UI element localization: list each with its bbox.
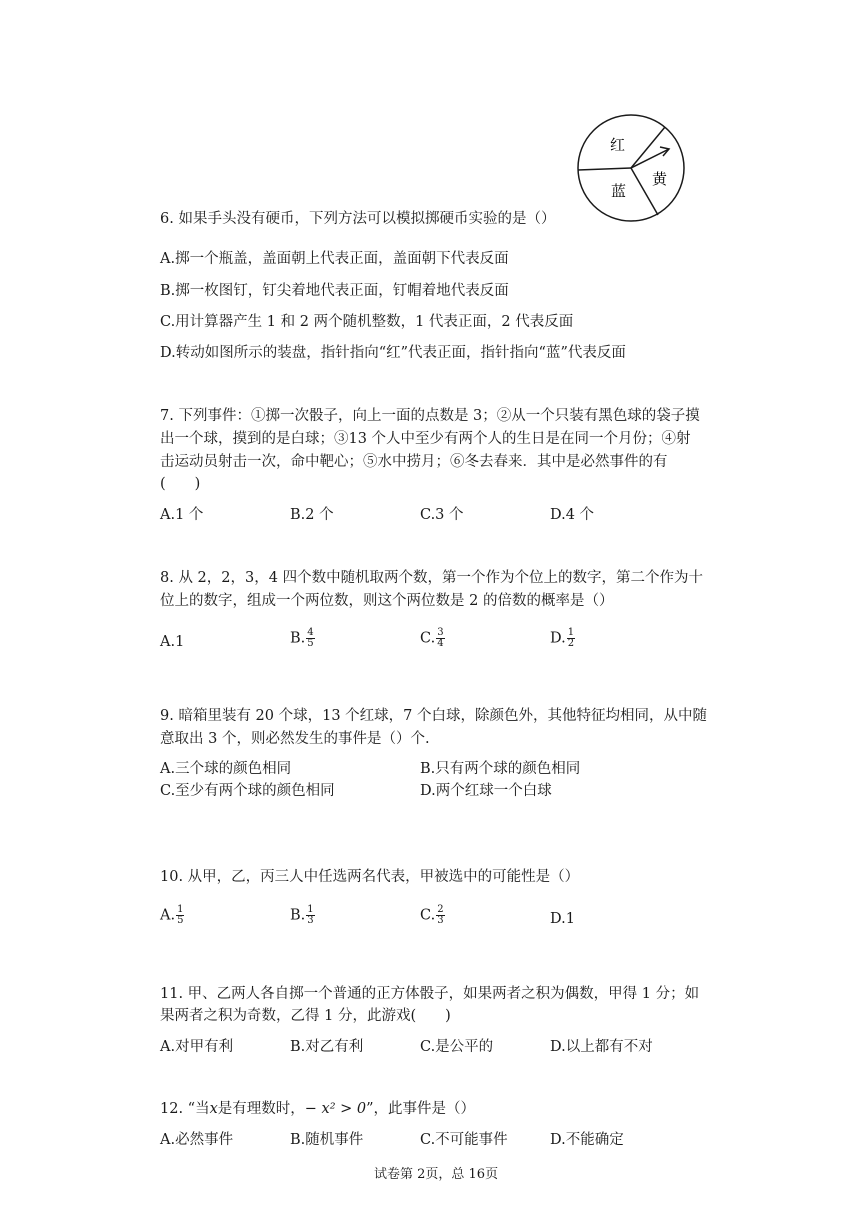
q8-option-c-fraction: [436, 628, 444, 649]
spinner-divider-left: [578, 168, 631, 170]
denominator: 5: [307, 638, 314, 649]
q6-option-d: D.转动如图所示的装盘，指针指向“红”代表正面，指针指向“蓝”代表反面: [160, 345, 626, 361]
spinner-pointer: [631, 149, 669, 168]
q7-line-1: 7. 下列事件：①掷一次骰子，向上一面的点数是 3；②从一个只装有黑色球的袋子摸: [160, 408, 700, 424]
q11-line-2: 果两者之积为奇数，乙得 1 分，此游戏( ): [160, 1008, 451, 1024]
q7-line-2: 出一个球，摸到的是白球；③13 个人中至少有两个人的生日是在同一个月份；④射: [160, 431, 691, 447]
spinner-label-blue: 蓝: [611, 182, 627, 200]
q6-option-a: A.掷一个瓶盖，盖面朝上代表正面，盖面朝下代表反面: [160, 251, 509, 267]
q10-option-a-prefix: A.: [160, 907, 176, 924]
q12-stem-part-1: 12. “当: [160, 1101, 210, 1117]
q10-option-c: [420, 905, 445, 926]
numerator: 1: [307, 904, 314, 915]
q9-option-d: D.两个红球一个白球: [420, 783, 552, 799]
q8-option-c-prefix: C.: [420, 630, 436, 647]
numerator: 4: [307, 627, 314, 638]
q8-option-b-fraction: [306, 628, 314, 649]
q12-inequality: − x² > 0: [304, 1101, 367, 1117]
q10-option-c-fraction: [436, 905, 444, 926]
q8-option-d: [550, 628, 575, 649]
q8-option-d-prefix: D.: [550, 630, 566, 647]
q10-option-d: D.1: [550, 911, 575, 927]
numerator: 2: [437, 904, 444, 915]
q10-option-a-fraction: [176, 905, 184, 926]
spinner-figure: [574, 113, 688, 223]
denominator: 3: [307, 915, 314, 926]
q11-line-1: 11. 甲、乙两人各自掷一个普通的正方体骰子，如果两者之积为偶数，甲得 1 分；如: [160, 986, 700, 1002]
page-footer: 试卷第 2页，总 16页: [374, 1167, 499, 1182]
q10-option-b: [290, 905, 315, 926]
q12-variable-x: x: [209, 1101, 218, 1117]
denominator: 3: [437, 915, 444, 926]
q7-option-d: D.4 个: [550, 507, 595, 523]
q12-option-d: D.不能确定: [550, 1132, 624, 1148]
q9-line-1: 9. 暗箱里装有 20 个球，13 个红球，7 个白球，除颜色外，其他特征均相同，从中随: [160, 708, 708, 724]
q8-option-a: A.1: [160, 634, 185, 650]
q10-option-c-prefix: C.: [420, 907, 436, 924]
denominator: 5: [177, 915, 184, 926]
q8-option-d-fraction: [567, 628, 575, 649]
q11-option-d: D.以上都有不对: [550, 1039, 653, 1055]
q11-option-a: A.对甲有利: [160, 1039, 234, 1055]
q6-option-c: C.用计算器产生 1 和 2 两个随机整数，1 代表正面，2 代表反面: [160, 314, 574, 330]
q8-option-b-prefix: B.: [290, 630, 306, 647]
q9-option-a: A.三个球的颜色相同: [160, 761, 292, 777]
q6-stem: 6. 如果手头没有硬币，下列方法可以模拟掷硬币实验的是（）: [160, 211, 556, 227]
q7-line-4: ( ): [160, 476, 201, 492]
q9-line-2: 意取出 3 个，则必然发生的事件是（）个.: [160, 731, 430, 747]
q12-option-c: C.不可能事件: [420, 1132, 508, 1148]
q12-option-a: A.必然事件: [160, 1132, 234, 1148]
q8-line-2: 位上的数字，组成一个两位数，则这个两位数是 2 的倍数的概率是（）: [160, 593, 614, 609]
spinner-label-red: 红: [610, 136, 626, 154]
q7-option-b: B.2 个: [290, 507, 334, 523]
q9-option-c: C.至少有两个球的颜色相同: [160, 783, 335, 799]
q10-option-a: [160, 905, 184, 926]
q11-option-c: C.是公平的: [420, 1039, 494, 1055]
q10-stem: 10. 从甲，乙，丙三人中任选两名代表，甲被选中的可能性是（）: [160, 869, 580, 885]
numerator: 1: [567, 627, 575, 638]
q10-option-b-prefix: B.: [290, 907, 306, 924]
numerator: 3: [437, 627, 444, 638]
q11-option-b: B.对乙有利: [290, 1039, 364, 1055]
q7-line-3: 击运动员射击一次，命中靶心；⑤水中捞月；⑥冬去春来．其中是必然事件的有: [160, 454, 668, 470]
q7-option-c: C.3 个: [420, 507, 464, 523]
q7-option-a: A.1 个: [160, 507, 204, 523]
q8-line-1: 8. 从 2，2，3，4 四个数中随机取两个数，第一个作为个位上的数字，第二个作为十: [160, 570, 704, 586]
q12-stem-part-3: ”，此事件是（）: [366, 1101, 476, 1117]
q8-option-c: [420, 628, 445, 649]
q12-option-b: B.随机事件: [290, 1132, 364, 1148]
denominator: 4: [437, 638, 444, 649]
q8-option-b: [290, 628, 315, 649]
spinner-label-yellow: 黄: [652, 170, 668, 188]
q9-option-b: B.只有两个球的颜色相同: [420, 761, 581, 777]
q12-stem-part-2: 是有理数时，: [217, 1101, 305, 1117]
denominator: 2: [567, 638, 575, 649]
q10-option-b-fraction: [306, 905, 314, 926]
q6-option-b: B.掷一枚图钉，钉尖着地代表正面，钉帽着地代表反面: [160, 283, 509, 299]
q12-stem: [160, 1098, 475, 1120]
numerator: 1: [177, 904, 184, 915]
